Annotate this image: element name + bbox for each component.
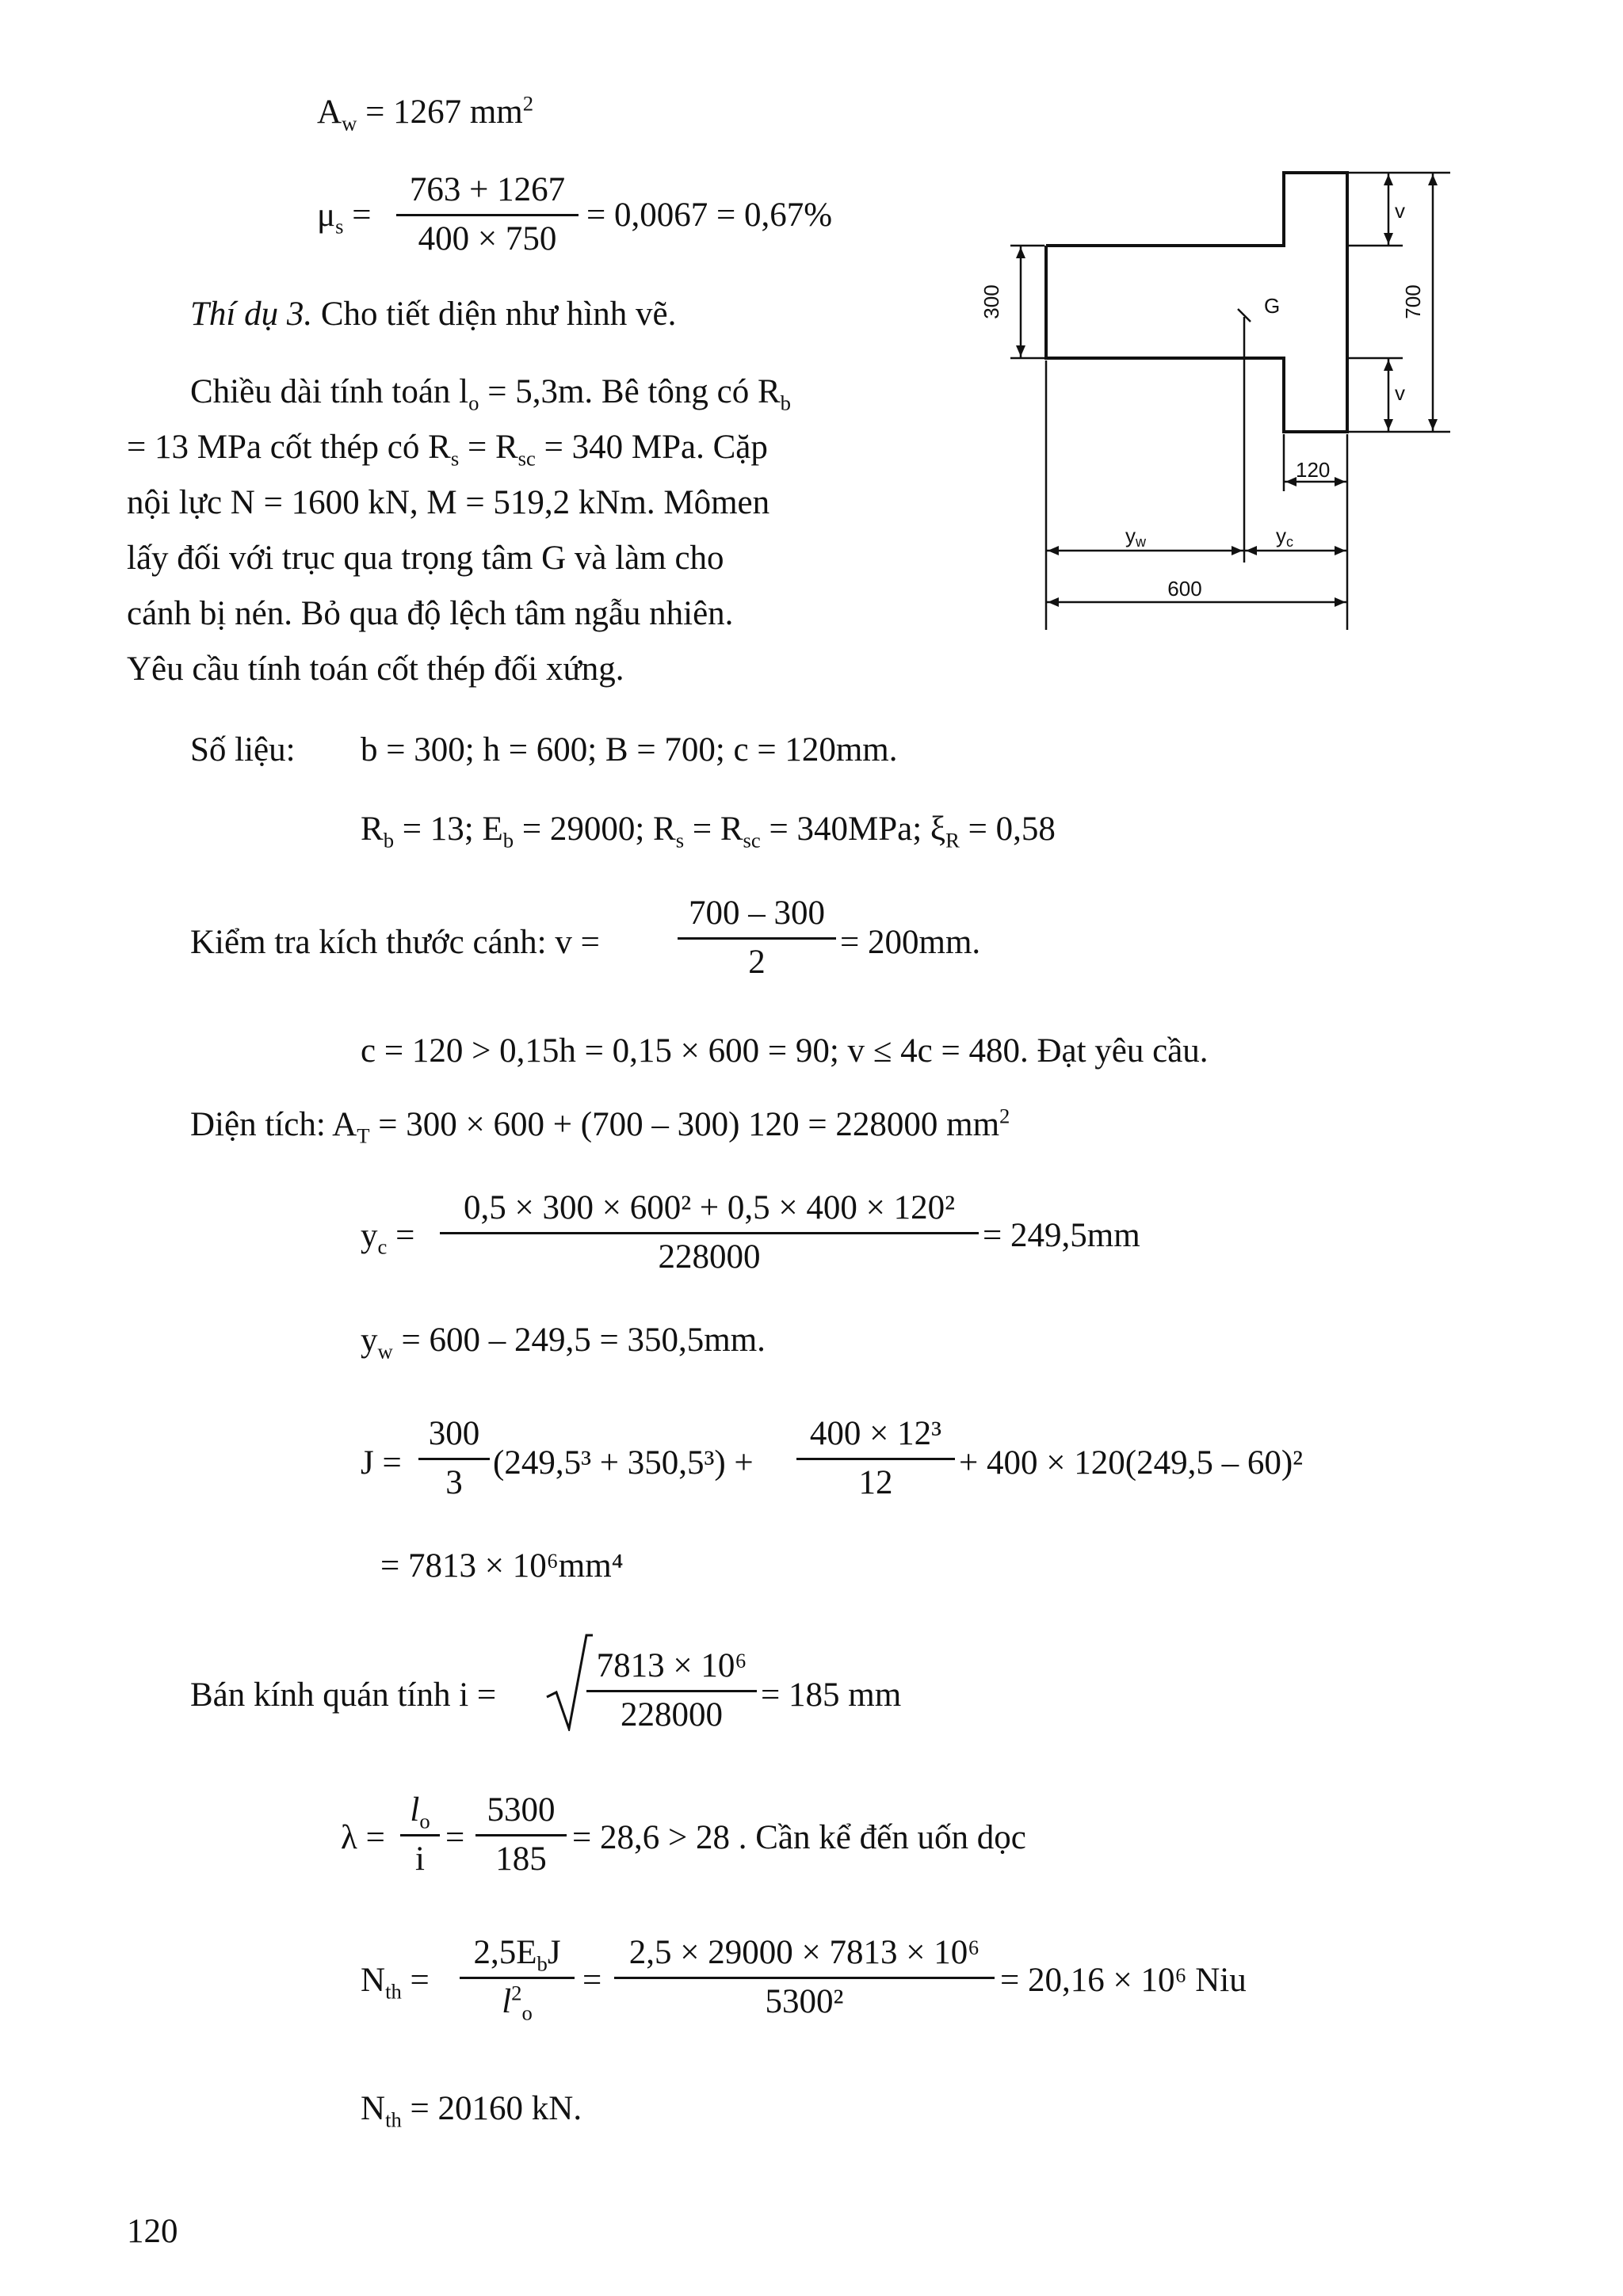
label-g: G [1264, 294, 1281, 318]
solieu-label: Số liệu: [190, 731, 296, 769]
dim-120: 120 [1296, 458, 1331, 482]
yc-result: = 249,5mm [983, 1217, 1140, 1254]
i-label: Bán kính quán tính i = [190, 1676, 497, 1714]
material-line: $R_b = 13$; $E_b = 29000$; $R_s = R_{sc} = 340MPa$; $\xi_R = 0,58$ [361, 810, 1056, 852]
kiemtra-label: Kiểm tra kích thước cánh: v = [190, 924, 600, 961]
mu-fraction: 763 + 1267 400 × 750 [396, 170, 579, 258]
j-fraction-1: 300 3 [418, 1414, 490, 1502]
label-yw: yw [1125, 524, 1146, 550]
nth-result: = 20,16 × 10⁶ Niu [1000, 1962, 1247, 1999]
j-result: = 7813 × 10⁶mm⁴ [380, 1547, 624, 1585]
section-outline [1046, 173, 1347, 432]
kiemtra-fraction: 700 – 300 2 [678, 894, 836, 982]
yw-line: $y_w = 600 - 249,5 = 350,5mm$. [361, 1322, 766, 1363]
nth-fraction-2: 2,5 × 29000 × 7813 × 10⁶ 5300² [614, 1933, 995, 2021]
condition-line: c = 120 > 0,15h = 0,15 × 600 = 90; v ≤ 4c = 480. Đạt yêu cầu. [361, 1032, 1209, 1070]
yc-label: $y_c$ = [361, 1217, 415, 1259]
t-section-figure [975, 158, 1490, 650]
lambda-lhs: λ = [341, 1819, 385, 1856]
example-title: Thí dụ 3. Cho tiết diện như hình vẽ. [190, 296, 677, 333]
yc-fraction: 0,5 × 300 × 600² + 0,5 × 400 × 120² 228000 [440, 1188, 979, 1276]
nth-fraction-1: $2,5E_bJ$ $l^2_o$ [460, 1933, 575, 2021]
dim-v-bottom: v [1395, 381, 1405, 405]
j-middle: (249,5³ + 350,5³) + [493, 1444, 754, 1482]
i-result: = 185 mm [761, 1676, 902, 1714]
mu-result: = 0,0067 = 0,67% [586, 196, 833, 234]
nth-final: $N_{th} = 20160$ kN. [361, 2090, 582, 2132]
dim-v-top: v [1395, 199, 1405, 223]
lambda-fraction-2: 5300 185 [475, 1791, 567, 1878]
j-fraction-2: 400 × 12³ 12 [796, 1414, 955, 1502]
nth-lhs: $N_{th}$ = [361, 1962, 430, 2004]
dim-700: 700 [1401, 284, 1425, 319]
i-fraction: 7813 × 10⁶ 228000 [586, 1646, 757, 1734]
dim-600: 600 [1167, 577, 1202, 601]
dim-300: 300 [980, 284, 1003, 319]
mu-label: $\mu_s$ = [317, 196, 372, 238]
label-yc: yc [1276, 524, 1293, 550]
problem-paragraph: Chiều dài tính toán $l_o = 5,3m$. Bê tông có $R_b$ = 13 MPa cốt thép có $R_s = R_{sc} = 340$ MPa. Cặp nội lực N = 1600 kN, M = 519,2 kNm. Mômen lấy đối với trục qua trọng tâm G và làm cho cánh bị nén. Bỏ qua độ lệch tâm ngẫu nhiên. Yêu cầu tính toán cốt thép đối xứng. [127, 373, 791, 688]
solieu-values: b = 300; h = 600; B = 700; c = 120mm. [361, 731, 898, 769]
lambda-fraction-1: $l_o$ i [400, 1791, 440, 1878]
area-line: Diện tích: $A_T = 300 \times 600 + (700 - 300) 120 = 228000$ $mm^2$ [190, 1104, 1010, 1148]
lambda-result: = 28,6 > 28 . Cần kể đến uốn dọc [572, 1819, 1026, 1856]
kiemtra-result: = 200mm. [840, 924, 981, 961]
j-lhs: J = [361, 1444, 402, 1482]
j-rest: + 400 × 120(249,5 – 60)² [959, 1444, 1304, 1482]
aw-line: $A_w = 1267$ $mm^2$ [317, 91, 534, 135]
sqrt-sign [545, 1632, 593, 1731]
page-number: 120 [127, 2213, 178, 2250]
